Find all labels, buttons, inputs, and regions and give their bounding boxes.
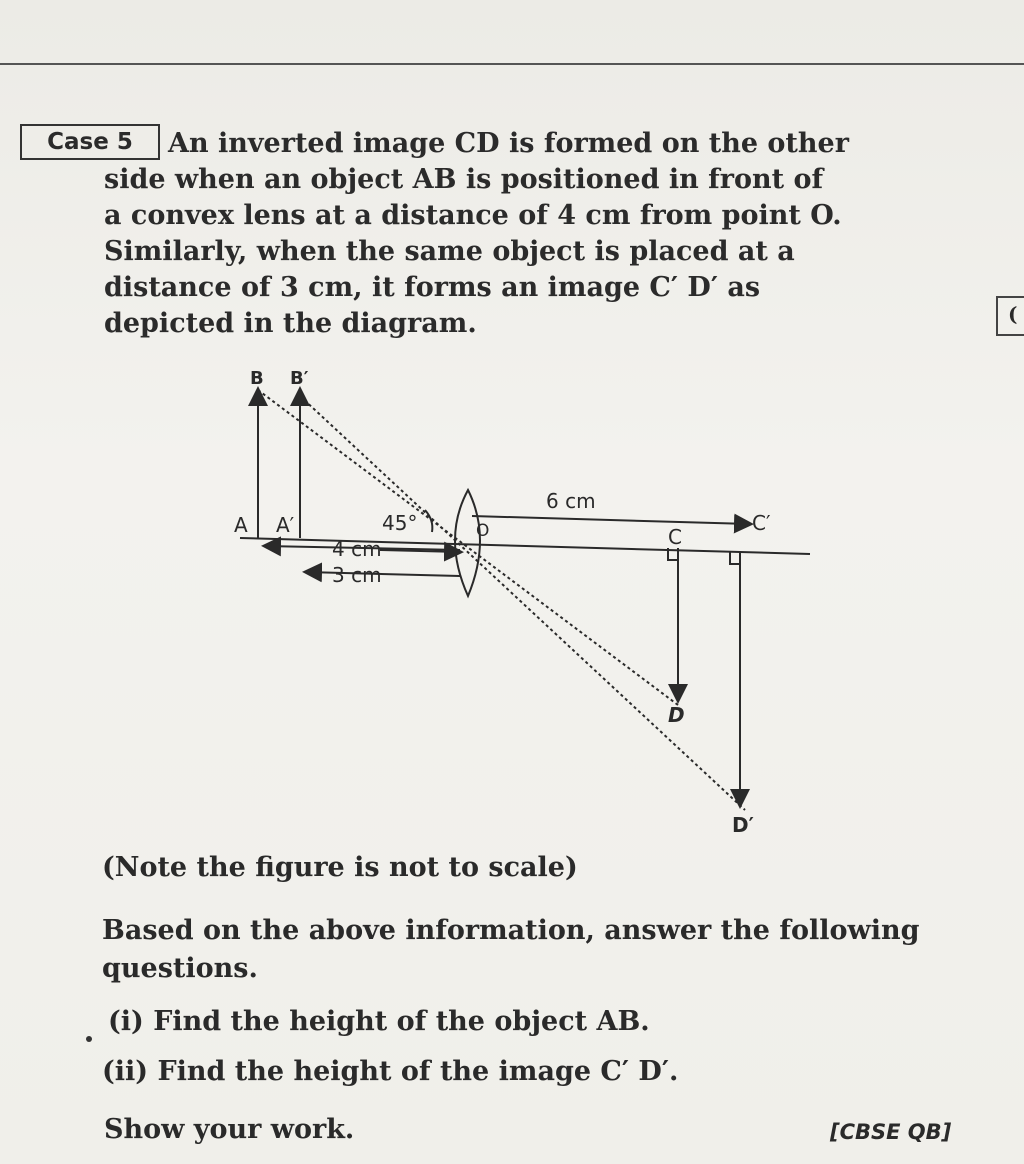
para-line-4: Similarly, when the same object is placed at a [104, 236, 795, 267]
label-A-prime: A′ [276, 513, 295, 537]
para-line-1: An inverted image CD is formed on the other [168, 128, 849, 159]
label-D-prime: D′ [732, 813, 754, 837]
question-1: (i) Find the height of the object AB. [108, 1006, 650, 1037]
three-cm-arrow [306, 572, 460, 576]
label-A: A [234, 513, 248, 537]
angle-arc [425, 510, 432, 532]
label-C-prime: C′ [752, 511, 771, 535]
para-line-2: side when an object AB is positioned in front of [104, 164, 824, 195]
right-angle-C-prime [730, 552, 740, 564]
figure-note: (Note the figure is not to scale) [102, 852, 578, 883]
para-line-5: distance of 3 cm, it forms an image C′ D′ as [104, 272, 761, 303]
label-B: B [250, 368, 264, 389]
question-intro: Based on the above information, answer the following questions. [102, 915, 920, 984]
case-label: Case 5 [47, 129, 133, 155]
label-4cm: 4 cm [332, 537, 382, 561]
label-D: D [668, 703, 685, 727]
six-cm-line [472, 516, 750, 524]
lens-ray-diagram [220, 360, 820, 840]
label-C: C [668, 525, 682, 549]
label-6cm: 6 cm [546, 489, 596, 513]
case-paragraph [104, 126, 984, 342]
para-line-6: depicted in the diagram. [104, 308, 477, 339]
label-3cm: 3 cm [332, 563, 382, 587]
show-work-instruction: Show your work. [104, 1114, 355, 1145]
para-line-3: a convex lens at a distance of 4 cm from point O. [104, 200, 842, 231]
top-rule [0, 63, 1024, 65]
label-B-prime: B′ [290, 368, 309, 389]
label-angle: 45° [382, 511, 418, 535]
margin-box-char: ( [1008, 302, 1018, 326]
principal-axis [240, 538, 810, 554]
label-O: O [476, 521, 490, 541]
source-tag: [CBSE QB] [830, 1120, 952, 1144]
margin-dot [86, 1036, 92, 1042]
question-2: (ii) Find the height of the image C′ D′. [102, 1056, 679, 1087]
margin-box [996, 296, 1024, 336]
